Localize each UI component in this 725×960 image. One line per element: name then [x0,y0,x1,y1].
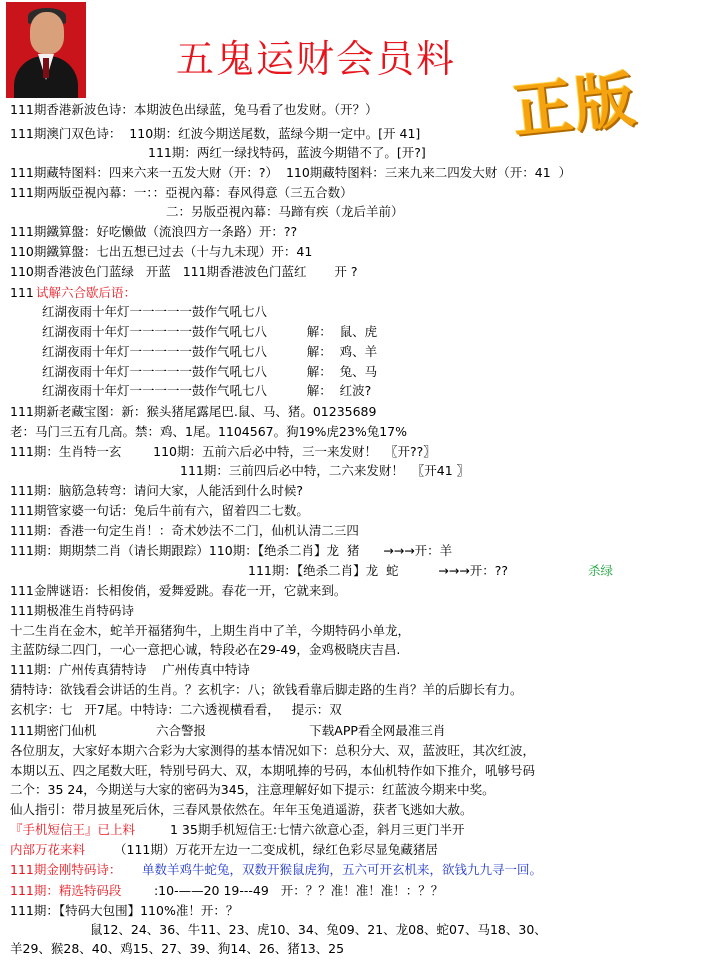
text-line: 111期鐵算盤：好吃懒做（流浪四方一条路）开：?? [10,224,298,239]
text-line: 111期澳门双色诗： 110期：红波今期送尾数，蓝绿今期一定中。[开 41] [10,126,421,141]
text-line: 红湖夜雨十年灯一一一一一鼓作气吼七八 解： 兔、马 [42,364,378,379]
text-line: 111期密门仙机 六合警报 下载APP看全网最准三肖 [10,723,446,738]
text-line-wanhua: 内部万花来料 [10,842,86,857]
text-line: 仙人指引：带月披星死后休，三春风景依然在。年年玉兔逍遥游，获者飞逃如大赦。 [10,802,473,817]
text-line-jingang-poem: 单数羊鸡牛蛇兔，双数开猴鼠虎狗，五六可开玄机来，欲钱九九寻一回。 [142,862,543,877]
text-line: 111期新老藏宝图：新：猴头猪尾露尾巴.鼠、马、猪。01235689 [10,404,377,419]
text-line: 111期藏特图料：四来六来一五发大财（开：?） 110期藏特图料：三来九来二四发大财（开：41 ） [10,165,572,180]
text-line: 红湖夜雨十年灯一一一一一鼓作气吼七八 解： 鸡、羊 [42,344,378,359]
text-line: 110期香港波色门蓝绿 开蓝 111期香港波色门蓝红 开 ? [10,264,358,279]
portrait-photo [6,2,86,98]
text-line: 111期香港新波色诗：本期波色出绿蓝，兔马看了也发财。（开？） [10,102,378,117]
text-line: 1 35期手机短信王:七情六欲意心歪，斜月三更门半开 [170,822,465,837]
text-line: 红湖夜雨十年灯一一一一一鼓作气吼七八 [42,304,268,319]
text-line-selected: 111期：精选特码段 [10,883,122,898]
text-line: 111 [10,285,34,300]
text-line: 110期鐵算盤：七出五想已过去（十与九未现）开：41 [10,244,313,259]
text-line: 111期：广州传真猜特诗 广州传真中特诗 [10,662,250,677]
text-line: 二：另版亞視內幕：马蹄有疾（龙后羊前） [166,204,404,219]
text-line: 主蓝防绿二四门，一心一意把心诚，特段必在29-49，金鸡极晓庆吉昌. [10,642,401,657]
text-line: 111期两版亞視內幕：一：：亞視內幕：春风得意（三五合数） [10,185,353,200]
text-line-kill-green: 杀绿 [588,563,614,578]
text-line: 111期：两红一绿找特码，蓝波今期错不了。[开?] [148,145,426,160]
text-line-sms-king: 『手机短信王』已上料 [10,822,136,837]
text-line: 111期：生肖特一玄 110期：五前六后必中特，三一来发财！ 〖开??〗 [10,444,436,459]
text-line: 老：马门三五有几高。禁：鸡、1尾。1104567。狗19%虎23%兔17% [10,424,407,439]
text-line: 猜特诗：欲钱看会讲话的生肖。？玄机字：八；欲钱看靠后脚走路的生肖？羊的后脚长有力。 [10,682,523,697]
text-line: 111期：脑筋急转弯：请问大家，人能活到什么时候? [10,483,303,498]
text-line: 111期：三前四后必中特，二六来发财！ 〖开41 〗 [180,463,470,478]
text-line: :10-——20 19---49 开：？？准！准！准！：？？ [150,883,444,898]
text-line: 十二生肖在金木，蛇羊开福猪狗牛，上期生肖中了羊，今期特码小单龙， [10,623,411,638]
text-line-heading: 试解六合歇后语： [36,285,137,300]
text-line: 111期管家婆一句话：兔后牛前有六，留着四二七数。 [10,503,309,518]
text-line-jingang: 111期金刚特码诗： [10,862,122,877]
text-line: 111金牌谜语：长相俊俏，爱舞爱跳。春花一开，它就来到。 [10,583,347,598]
text-line: 111期：【特码大包围】110%准！开：？ [10,903,239,918]
text-line: 111期：【绝杀二肖】龙 蛇 →→→开：?? [248,563,508,578]
text-line: 玄机字：七 开7尾。中特诗：二六透视横看看， 提示：双 [10,702,342,717]
page-title: 五鬼运财会员料 [176,37,457,81]
text-line: 111期：期期禁二肖（请长期跟踪）110期：【绝杀二肖】龙 猪 →→→开：羊 [10,543,453,558]
text-line: 本期以五、四之尾数大旺，特别号码大、双，本期吼捧的号码，本仙机特作如下推介，吼够号码 [10,763,536,778]
text-line: 鼠12、24、36、牛11、23、虎10、34、兔09、21、龙08、蛇07、马18、30、 [90,922,547,937]
text-line: 111期极准生肖特码诗 [10,603,134,618]
text-line: 111期：香港一句定生肖！：奇术妙法不二门，仙机认清二三四 [10,523,359,538]
text-line: 各位朋友，大家好本期六合彩为大家测得的基本情况如下：总积分大、双，蓝波旺，其次红波， [10,743,536,758]
genuine-stamp: 正版 [509,64,640,148]
text-line: 红湖夜雨十年灯一一一一一鼓作气吼七八 解： 鼠、虎 [42,324,378,339]
text-line: 羊29、猴28、40、鸡15、27、39、狗14、26、猪13、25 [10,941,345,956]
text-line: 红湖夜雨十年灯一一一一一鼓作气吼七八 解： 红波? [42,383,372,398]
text-line: （111期）万花开左边一二变成机，绿红色彩尽显兔藏猪居 [114,842,438,857]
text-line: 二个：35 24，今期送与大家的密码为345，注意理解好如下提示：红蓝波今期来中奖。 [10,782,495,797]
